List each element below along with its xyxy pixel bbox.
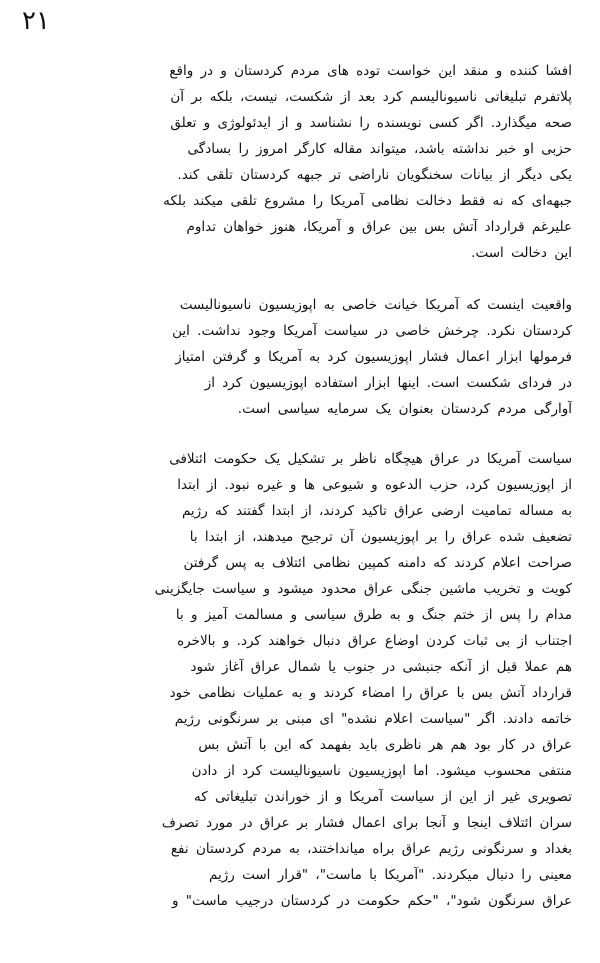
text-line: فرمولها ابزار اعمال فشار اپوزیسیون کرد به آمریکا و گرفتن امتیاز <box>175 349 572 365</box>
paragraph-3 <box>14 446 572 914</box>
text-line: در فردای شکست است. اینها ابزار استفاده اپوزیسیون کرد از <box>204 375 572 391</box>
text-line: به مساله تمامیت ارضی عراق تاکید کردند، از ابتدا گفتند که رژیم <box>181 503 572 519</box>
text-line: هم عملا قبل از آنکه جنبشی در جنوب یا شمال عراق آغاز شود <box>190 659 572 675</box>
text-line: این دخالت است. <box>471 245 572 261</box>
text-line: مدام را پس از ختم جنگ و به طرق سیاسی و مسالمت آمیز و با <box>175 607 572 623</box>
text-line: تصویری غیر از این از سیاست آمریکا و از خوراندن تبلیغاتی که <box>194 789 572 805</box>
text-line: یکی دیگر از بیانات سخنگویان ناراضی تر جبهه کردستان تلقی کند. <box>177 167 572 183</box>
text-line: واقعیت اینست که آمریکا خیانت خاصی به اپوزیسیون ناسیونالیست <box>179 297 572 313</box>
text-line: پلاتفرم تبلیغاتی ناسیونالیسم کرد بعد از شکست، نیست، بلکه بر آن <box>170 89 572 105</box>
text-line: خاتمه دادند. اگر "سیاست اعلام نشده" ای مبنی بر سرنگونی رژیم <box>174 711 572 727</box>
text-line: عراق در کار بود هم هر ناظری باید بفهمد که این با آتش بس <box>198 737 572 753</box>
text-line: آوارگی مردم کردستان بعنوان یک سرمایه سیاسی است. <box>237 401 572 417</box>
text-line: سران ائتلاف اینجا و آنجا برای اعمال فشار بر عراق در مورد تصرف <box>161 815 572 831</box>
text-line: سیاست آمریکا در عراق هیچگاه ناظر بر تشکیل یک حکومت ائتلافی <box>169 451 572 467</box>
paragraph-2 <box>14 292 572 422</box>
text-line: منتفی محسوب میشود. اما اپوزیسیون ناسیونالیست کرد از دادن <box>191 763 572 779</box>
page-number: ۲۱ <box>22 6 50 36</box>
text-line: کردستان نکرد. چرخش خاصی در سیاست آمریکا وجود نداشت. این <box>172 323 572 339</box>
text-line: حزبی او خبر نداشته باشد، میتواند مقاله کارگر امروز را بسادگی <box>187 141 572 157</box>
text-line: بغداد و سرنگونی رژیم عراق براه میانداختند، به مردم کردستان نفع <box>170 841 572 857</box>
text-line: صراحت اعلام کردند که دامنه کمپین نظامی ائتلاف به پس گرفتن <box>183 555 572 571</box>
text-line: قرارداد آتش بس با عراق را امضاء کردند و به عملیات نظامی خود <box>169 685 572 701</box>
document-body <box>14 58 572 914</box>
text-line: علیرغم قرارداد آتش بس بین عراق و آمریکا، هنوز خواهان تداوم <box>186 219 572 235</box>
text-line: عراق سرنگون شود"، "حکم حکومت در کردستان درجیب ماست" و <box>171 893 572 909</box>
text-line: از اپوزیسیون کرد، حزب الدعوه و شیوعی ها و غیره نبود. از ابتدا <box>177 477 572 493</box>
paragraph-1 <box>14 58 572 266</box>
text-line: تضعیف شده عراق را بر اپوزیسیون آن ترجیح میدهند، از ابتدا با <box>189 529 572 545</box>
text-line: معینی را دنبال میکردند. "آمریکا با ماست"، "قرار است رژیم <box>209 867 572 883</box>
text-line: جبهه‌ای که نه فقط دخالت نظامی آمریکا را مشروع تلقی میکند بلکه <box>163 193 572 209</box>
text-line: صحه میگذارد. اگر کسی نویسنده را نشناسد و از ایدئولوژی و تعلق <box>170 115 572 131</box>
text-line: کویت و تخریب ماشین جنگی عراق محدود میشود و سیاست جایگزینی <box>154 581 572 597</box>
text-line: اجتناب از بی ثبات کردن اوضاع عراق دنبال خواهند کرد. و بالاخره <box>177 633 572 649</box>
text-line: افشا کننده و منقد این خواست توده های مردم کردستان و در واقع <box>169 63 572 79</box>
